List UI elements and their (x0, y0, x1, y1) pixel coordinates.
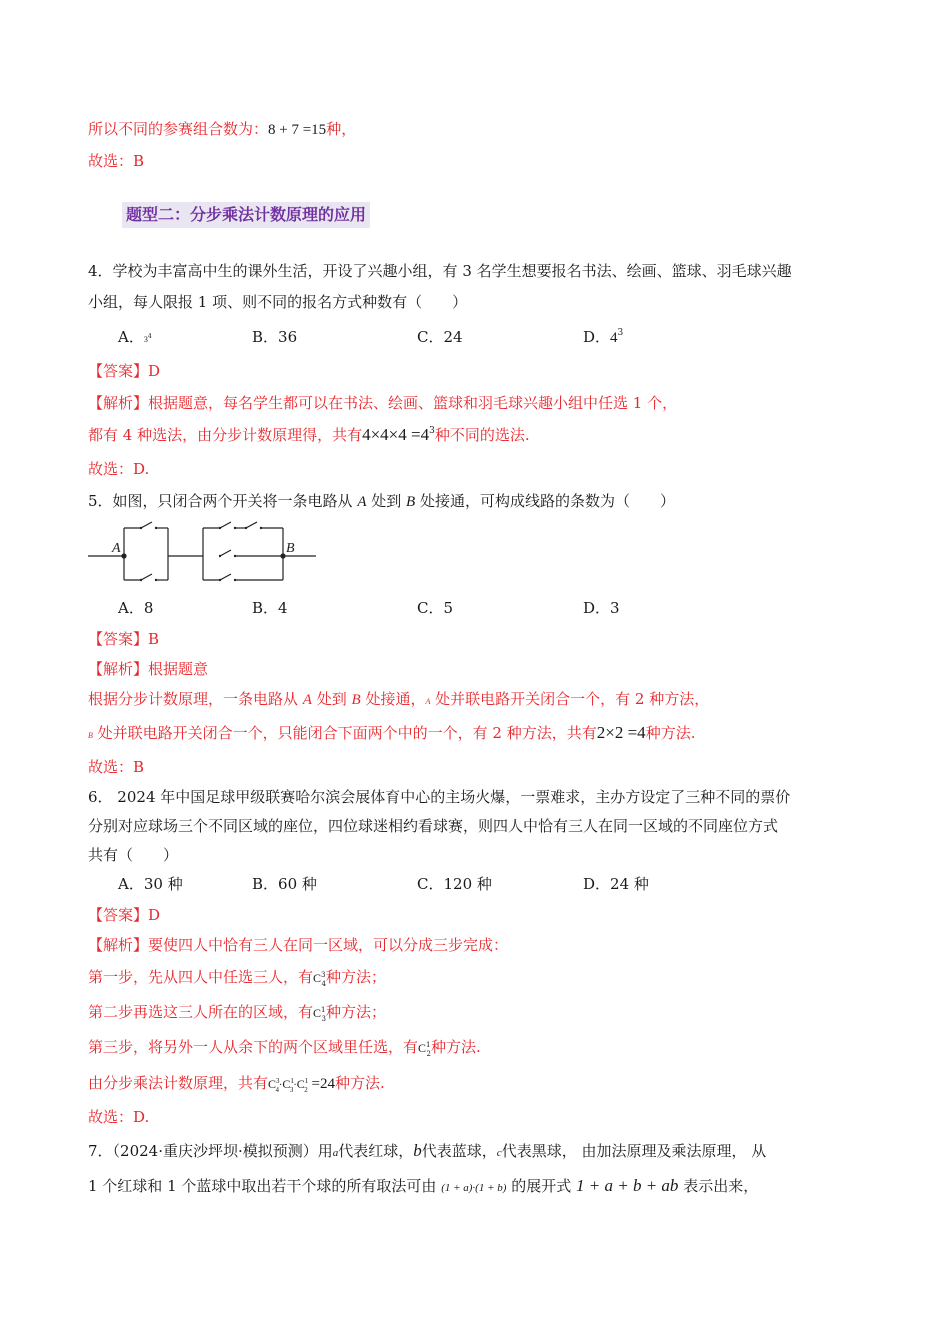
q5-stem: 5．如图，只闭合两个开关将一条电路从 A 处到 B 处接通，可构成线路的条数为（ ） (88, 492, 675, 510)
q4-stem-line1: 4．学校为丰富高中生的课外生活，开设了兴趣小组，有 3 名学生想要报名书法、绘画、篮球、羽毛球兴趣 (88, 262, 792, 280)
q6-step3: 第三步，将另外一人从余下的两个区域里任选，有$C^1_2$种方法. (88, 1038, 481, 1058)
q4-answer: 【答案】D (88, 362, 161, 380)
q6-stem-line1: 6． 2024 年中国足球甲级联赛哈尔滨会展体育中心的主场火爆，一票难求，主办方设定了三种不同的票价 (88, 788, 791, 806)
q6-analysis-line1: 【解析】要使四人中恰有三人在同一区域，可以分成三步完成： (88, 936, 509, 954)
q5-option-a: A．8 (118, 599, 154, 617)
q5-option-c: C．5 (417, 599, 454, 617)
q4-choice: 故选：D. (88, 460, 150, 478)
q6-stem-line3: 共有（ ） (88, 846, 179, 864)
q6-step1: 第一步，先从四人中任选三人，有$C^3_4$种方法； (88, 968, 386, 988)
q5-choice: 故选：B (88, 758, 145, 776)
q7-formula-product: (1 + a)·(1 + b) (441, 1182, 507, 1194)
q6-option-c: C．120 种 (417, 875, 492, 893)
q4-option-d: D．$4^3$ (583, 328, 624, 346)
q6-step2: 第二步再选这三人所在的区域，有$C^1_3$种方法； (88, 1003, 386, 1023)
q4-option-a: A．$3^4$ (118, 328, 152, 346)
circuit-diagram (86, 520, 318, 586)
q5-analysis-line1: 【解析】根据题意 (88, 660, 209, 678)
q6-option-b: B．60 种 (252, 875, 317, 893)
q7-formula-expansion: 1 + a + b + ab (576, 1176, 679, 1195)
circuit-label-b: B (286, 541, 295, 556)
q6-choice: 故选：D. (88, 1108, 150, 1126)
prev-formula: 8 + 7 =15 (268, 122, 327, 138)
circuit-label-a: A (112, 541, 121, 556)
q4-analysis-line2: 都有 4 种选法，由分步计数原理得，共有$4\times 4\times 4 =4^3$种不同的选法. (88, 425, 530, 444)
q6-total-formula: $C^3_4\cdot C^1_3\cdot C^1_2 =24$ (268, 1076, 335, 1094)
q5-analysis-line3: B 处并联电路开关闭合一个，只能闭合下面两个中的一个，有 2 种方法，共有2×2 =4种方法. (88, 723, 696, 742)
q5-option-b: B．4 (252, 599, 288, 617)
q4-stem-line2: 小组，每人限报 1 项、则不同的报名方式种数有（ ） (88, 293, 468, 311)
q6-total: 由分步乘法计数原理，共有$C^3_4\cdot C^1_3\cdot C^1_2 =24$种方法. (88, 1074, 385, 1094)
q5-analysis-line2: 根据分步计数原理，一条电路从 A 处到 B 处接通，A 处并联电路开关闭合一个，有 2 种方法， (88, 690, 710, 708)
q5-option-d: D．3 (583, 599, 620, 617)
q6-option-d: D．24 种 (583, 875, 649, 893)
section-heading: 题型二：分步乘法计数原理的应用 (122, 202, 370, 228)
q4-option-c: C．24 (417, 328, 463, 346)
q5-answer: 【答案】B (88, 630, 160, 648)
q6-option-a: A．30 种 (118, 875, 183, 893)
prev-conclusion: 所以不同的参赛组合数为：8 + 7 =15种， (88, 120, 357, 138)
q4-option-b: B．36 (252, 328, 298, 346)
q7-line1: 7．（2024·重庆沙坪坝·模拟预测）用a代表红球，b代表蓝球，c代表黑球， 由加法原理及乘法原理， 从 (88, 1141, 767, 1160)
q6-stem-line2: 分别对应球场三个不同区域的座位，四位球迷相约看球赛，则四人中恰有三人在同一区域的不同座位方式 (88, 817, 779, 835)
q7-line2: 1 个红球和 1 个蓝球中取出若干个球的所有取法可由 (1 + a)·(1 + b) 的展开式 1 + a + b + ab 表示出来， (88, 1176, 759, 1195)
prev-choice: 故选：B (88, 152, 145, 170)
q4-analysis-line1: 【解析】根据题意，每名学生都可以在书法、绘画、篮球和羽毛球兴趣小组中任选 1 个， (88, 394, 678, 412)
q6-answer: 【答案】D (88, 906, 161, 924)
